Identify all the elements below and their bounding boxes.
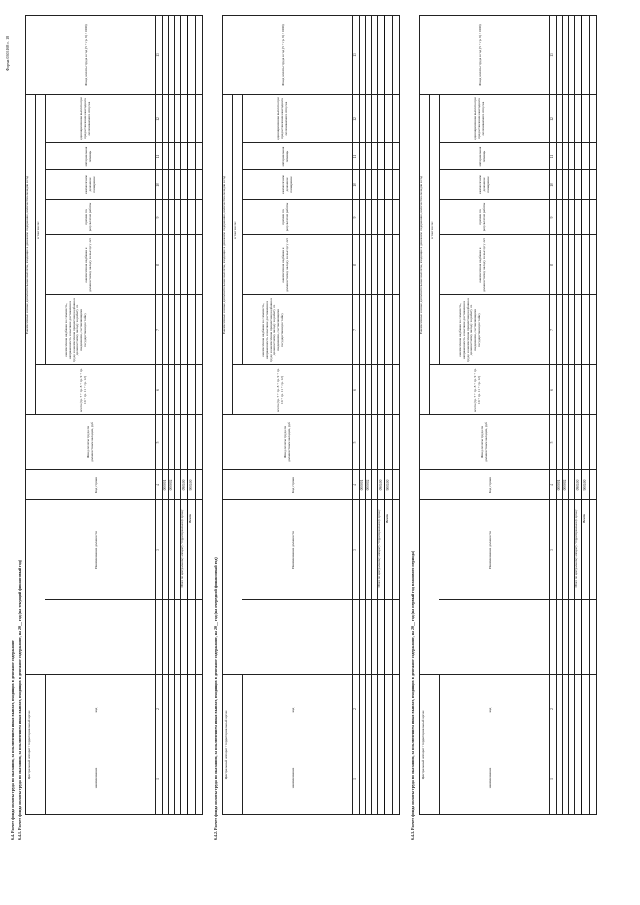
- col-fund-salary-header: Фонд оплаты труда по должностным окладам, руб: [283, 422, 291, 462]
- col-premium-header: ежемесячная надбавка за сложность, напряженность и высокие достижения в труде и ежемесячная процентная надбавка к должностному окладу за работу со сведениями, составляющими государственную тайну: [458, 298, 481, 362]
- col-bonus-header: премии по результатам работы: [478, 202, 486, 232]
- total-label: Итого по центральному аппарату / территориальному органу: [574, 509, 578, 588]
- col-num-7: 7: [550, 329, 554, 331]
- section-3-heading: 6.4.3. Расчет фонда оплаты труда по оказанию, за исключением иных выплат, входящих в денежное содержание, на 20__ год (на первый год планового периода): [410, 550, 415, 840]
- col-fund-salary-header: Фонд оплаты труда по должностным окладам, руб: [86, 422, 94, 462]
- col-seniority-header: ежемесячная надбавка к должностному окладу за выслугу лет: [281, 238, 289, 293]
- col-num-5: 5: [156, 441, 160, 444]
- col-num-4: 4: [156, 484, 160, 486]
- col-fund-total-header: Фонд оплаты труда в год (5 + гр. 6) / 1000): [281, 24, 285, 86]
- group-header: Центральный аппарат / территориальный орган: [224, 710, 228, 780]
- group-extra-header: Ежемесячные и иные дополнительные выплаты, входящие в денежное содержание, количество окладов в год: [419, 175, 423, 335]
- col-num-8: 8: [353, 264, 357, 266]
- col-num-1: 1: [353, 778, 357, 780]
- col-code-header: код: [291, 707, 295, 713]
- col-num-2: 2: [353, 708, 357, 710]
- col-num-12: 12: [353, 117, 357, 121]
- form-label: Форма 0505168 с. 18: [5, 35, 10, 71]
- col-num-13: 13: [156, 53, 160, 57]
- col-num-6: 6: [353, 389, 357, 391]
- col-line-code-header: Код строки: [94, 476, 98, 494]
- total-code: 090100: [576, 479, 580, 491]
- grand-code: 900100: [583, 479, 587, 491]
- row-code-2: 000002: [168, 479, 173, 491]
- col-position-header: Наименование должности: [488, 531, 492, 569]
- grand-code: 900100: [386, 479, 390, 491]
- col-num-6: 6: [156, 389, 160, 391]
- col-num-11: 11: [353, 154, 357, 159]
- col-num-3: 3: [550, 549, 554, 551]
- col-premium-header: ежемесячная надбавка за сложность, напряженность и высокие достижения в труде и ежемесячная процентная надбавка к должностному окладу за работу со сведениями, составляющими государственную тайну: [64, 298, 87, 362]
- col-vacation-header: единовременная выплата при предоставлении ежегодного оплачиваемого отпуска: [79, 97, 91, 140]
- col-aid-header: материальная помощь: [281, 146, 289, 167]
- grand-label: Всего: [582, 514, 586, 523]
- col-num-8: 8: [156, 264, 160, 266]
- col-num-9: 9: [353, 216, 357, 219]
- in-that-number: в том числе:: [233, 221, 237, 239]
- group-extra-header: Ежемесячные и иные дополнительные выплаты, входящие в денежное содержание, количество окладов в год: [222, 175, 226, 335]
- col-position-header: Наименование должности: [291, 531, 295, 569]
- col-name-header: наименование: [488, 767, 492, 789]
- total-label: Итого по центральному аппарату / территориальному органу: [377, 509, 381, 588]
- total-label: Итого по центральному аппарату / территориальному органу: [180, 509, 184, 588]
- col-position-header: Наименование должности: [94, 531, 98, 569]
- col-total-header: всего (гр. 7 + гр. 8 + гр. 9 + гр. 10 + гр. 11 + гр. 12): [276, 368, 284, 412]
- col-promotion-header: ежемесячное денежное поощрение: [281, 175, 293, 194]
- col-fund-salary-header: Фонд оплаты труда по должностным окладам, руб: [480, 422, 488, 462]
- section-1-table: [25, 5, 205, 815]
- heading-6-4: 6.4. Расчет фонда оплаты труда по оказанию, за исключением иных выплат, входящих в денежное содержание: [10, 640, 15, 840]
- col-num-11: 11: [156, 154, 160, 159]
- col-vacation-header: единовременная выплата при предоставлении ежегодного оплачиваемого отпуска: [276, 97, 288, 140]
- col-num-10: 10: [550, 183, 554, 187]
- section-2-table: [222, 5, 402, 815]
- col-num-6: 6: [550, 389, 554, 391]
- col-num-12: 12: [550, 117, 554, 121]
- row-code-1: 000001: [556, 479, 561, 491]
- section-2-heading: 6.4.2. Расчет фонда оплаты труда по оказанию, за исключением иных выплат, входящих в денежное содержание, на 20__ год (на очередной финансовый год): [213, 557, 218, 840]
- col-num-11: 11: [550, 154, 554, 159]
- col-code-header: код: [488, 707, 492, 713]
- col-premium-header: ежемесячная надбавка за сложность, напряженность и высокие достижения в труде и ежемесячная процентная надбавка к должностному окладу за работу со сведениями, составляющими государственную тайну: [261, 298, 284, 362]
- col-num-4: 4: [550, 484, 554, 486]
- group-extra-header: Ежемесячные и иные дополнительные выплаты, входящие в денежное содержание, количество окладов в год: [25, 175, 29, 335]
- col-num-13: 13: [550, 53, 554, 57]
- col-bonus-header: премии по результатам работы: [84, 202, 92, 232]
- col-num-13: 13: [353, 53, 357, 57]
- row-code-1: 000001: [359, 479, 364, 491]
- col-num-1: 1: [156, 778, 160, 780]
- col-num-2: 2: [156, 708, 160, 710]
- col-num-3: 3: [156, 549, 160, 551]
- row-code-2: 000002: [365, 479, 370, 491]
- col-promotion-header: ежемесячное денежное поощрение: [84, 175, 96, 194]
- col-fund-total-header: Фонд оплаты труда в год (5 + гр. 6) / 1000): [478, 24, 482, 86]
- col-num-8: 8: [550, 264, 554, 266]
- section-3-table: [419, 5, 599, 815]
- col-vacation-header: единовременная выплата при предоставлении ежегодного оплачиваемого отпуска: [473, 97, 485, 140]
- col-line-code-header: Код строки: [291, 476, 295, 494]
- col-num-2: 2: [550, 708, 554, 710]
- col-num-4: 4: [353, 484, 357, 486]
- col-num-10: 10: [156, 183, 160, 187]
- col-seniority-header: ежемесячная надбавка к должностному окладу за выслугу лет: [478, 238, 486, 293]
- col-bonus-header: премии по результатам работы: [281, 202, 289, 232]
- col-num-10: 10: [353, 183, 357, 187]
- col-num-5: 5: [550, 441, 554, 444]
- col-code-header: код: [94, 707, 98, 713]
- col-fund-total-header: Фонд оплаты труда в год (5 + гр. 6) / 1000): [84, 24, 88, 86]
- col-num-7: 7: [156, 329, 160, 331]
- col-num-9: 9: [156, 216, 160, 219]
- col-num-1: 1: [550, 778, 554, 780]
- total-code: 090100: [182, 479, 186, 491]
- in-that-number: в том числе:: [430, 221, 434, 239]
- col-num-9: 9: [550, 216, 554, 219]
- col-promotion-header: ежемесячное денежное поощрение: [478, 175, 490, 194]
- in-that-number: в том числе:: [36, 221, 40, 239]
- section-1-heading: 6.4.1. Расчет фонда оплаты труда по оказанию, за исключением иных выплат, входящих в денежное содержание, на 20__ год (на текущий финансовый год): [17, 559, 22, 840]
- row-code-1: 000001: [162, 479, 167, 491]
- grand-label: Всего: [385, 514, 389, 523]
- col-aid-header: материальная помощь: [478, 146, 486, 167]
- col-name-header: наименование: [291, 767, 295, 789]
- total-code: 090100: [379, 479, 383, 491]
- row-code-2: 000002: [562, 479, 567, 491]
- group-header: Центральный аппарат / территориальный орган: [27, 710, 31, 780]
- group-header: Центральный аппарат / территориальный орган: [421, 710, 425, 780]
- col-seniority-header: ежемесячная надбавка к должностному окладу за выслугу лет: [84, 238, 92, 293]
- col-total-header: всего (гр. 7 + гр. 8 + гр. 9 + гр. 10 + гр. 11 + гр. 12): [473, 368, 481, 412]
- col-num-12: 12: [156, 117, 160, 121]
- grand-code: 900100: [189, 479, 193, 491]
- col-num-5: 5: [353, 441, 357, 444]
- grand-label: Всего: [188, 514, 192, 523]
- col-num-7: 7: [353, 329, 357, 331]
- col-total-header: всего (гр. 7 + гр. 8 + гр. 9 + гр. 10 + гр. 11 + гр. 12): [79, 368, 87, 412]
- col-num-3: 3: [353, 549, 357, 551]
- col-name-header: наименование: [94, 767, 98, 789]
- col-aid-header: материальная помощь: [84, 146, 92, 167]
- col-line-code-header: Код строки: [488, 476, 492, 494]
